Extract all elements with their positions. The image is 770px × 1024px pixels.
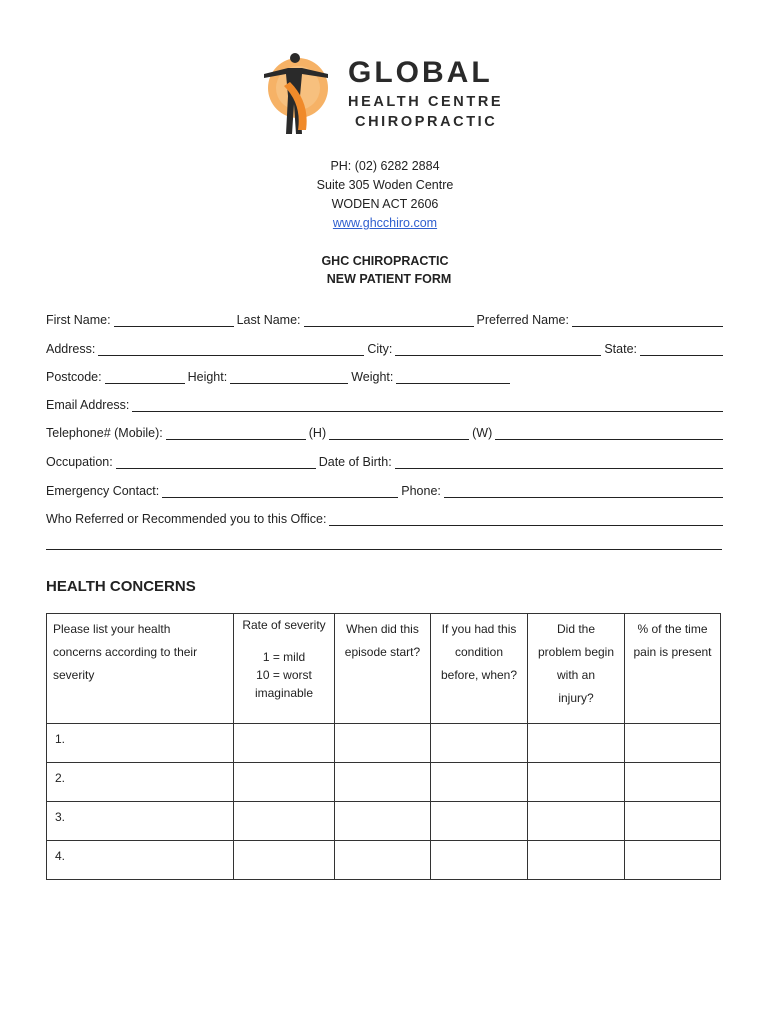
emergency-contact-field[interactable] xyxy=(162,483,398,498)
emergency-phone-label: Phone: xyxy=(401,484,441,498)
first-name-field[interactable] xyxy=(114,312,234,327)
header-injury-line: problem begin xyxy=(537,645,615,659)
header-concerns-line: severity xyxy=(53,668,95,682)
state-label: State: xyxy=(604,342,638,356)
severity-cell[interactable] xyxy=(234,841,335,880)
height-label: Height: xyxy=(187,370,228,384)
address-line-1: Suite 305 Woden Centre xyxy=(316,178,454,192)
mobile-label: Telephone# (Mobile): xyxy=(46,426,163,440)
preferred-name-field[interactable] xyxy=(572,312,723,327)
emergency-contact-label: Emergency Contact: xyxy=(46,484,160,498)
form-title-line-1: GHC CHIROPRACTIC xyxy=(321,254,449,268)
header-severity-line: imaginable xyxy=(254,686,314,700)
referred-continuation-line[interactable] xyxy=(46,549,722,550)
first-name-label: First Name: xyxy=(46,313,111,327)
health-concerns-heading: HEALTH CONCERNS xyxy=(46,578,196,595)
weight-field[interactable] xyxy=(396,369,510,384)
header-when-line: episode start? xyxy=(344,645,421,659)
table-row xyxy=(47,802,721,841)
header-before-line: condition xyxy=(454,645,504,659)
table-row xyxy=(47,724,721,763)
before-cell[interactable] xyxy=(431,841,528,880)
when-cell[interactable] xyxy=(335,841,431,880)
work-phone-field[interactable] xyxy=(495,425,723,440)
when-cell[interactable] xyxy=(335,802,431,841)
email-label: Email Address: xyxy=(46,398,130,412)
logo-chiropractic-text: CHIROPRACTIC xyxy=(355,114,498,130)
row-number[interactable]: 1. xyxy=(47,724,234,763)
last-name-label: Last Name: xyxy=(236,313,301,327)
email-row xyxy=(46,394,726,412)
percent-cell[interactable] xyxy=(625,763,721,802)
row-number[interactable]: 4. xyxy=(47,841,234,880)
table-header-row xyxy=(47,614,721,724)
header-before xyxy=(431,614,528,724)
header-injury-line: injury? xyxy=(558,691,594,705)
figure-with-orange-circle-logo xyxy=(262,44,342,140)
address-field[interactable] xyxy=(98,341,364,356)
clinic-logo xyxy=(262,44,512,140)
header-percent-line: % of the time xyxy=(637,622,708,636)
emergency-phone-field[interactable] xyxy=(444,483,723,498)
occupation-field[interactable] xyxy=(116,454,316,469)
table-row xyxy=(47,763,721,802)
dob-label: Date of Birth: xyxy=(318,455,392,469)
referred-field[interactable] xyxy=(329,511,723,526)
row-number[interactable]: 2. xyxy=(47,763,234,802)
header-severity xyxy=(234,614,335,724)
health-concerns-table xyxy=(46,613,721,880)
form-title xyxy=(0,252,770,288)
injury-cell[interactable] xyxy=(528,802,625,841)
before-cell[interactable] xyxy=(431,802,528,841)
occupation-row xyxy=(46,451,726,469)
before-cell[interactable] xyxy=(431,763,528,802)
form-title-line-2: NEW PATIENT FORM xyxy=(326,272,452,286)
occupation-label: Occupation: xyxy=(46,455,113,469)
work-phone-label: (W) xyxy=(472,426,493,440)
home-phone-label: (H) xyxy=(308,426,327,440)
header-when xyxy=(335,614,431,724)
header-before-line: before, when? xyxy=(440,668,518,682)
weight-label: Weight: xyxy=(351,370,394,384)
referred-row xyxy=(46,508,726,526)
city-field[interactable] xyxy=(395,341,601,356)
severity-cell[interactable] xyxy=(234,724,335,763)
header-severity-title: Rate of severity xyxy=(242,618,326,632)
postcode-field[interactable] xyxy=(105,369,185,384)
header-injury xyxy=(528,614,625,724)
contact-info xyxy=(0,157,770,233)
row-number[interactable]: 3. xyxy=(47,802,234,841)
when-cell[interactable] xyxy=(335,763,431,802)
referred-label: Who Referred or Recommended you to this Office: xyxy=(46,512,327,526)
state-field[interactable] xyxy=(640,341,723,356)
header-injury-line: with an xyxy=(556,668,596,682)
header-severity-line: 1 = mild xyxy=(262,650,306,664)
severity-cell[interactable] xyxy=(234,802,335,841)
header-when-line: When did this xyxy=(346,622,419,636)
email-field[interactable] xyxy=(132,397,723,412)
percent-cell[interactable] xyxy=(625,802,721,841)
percent-cell[interactable] xyxy=(625,724,721,763)
header-concerns-line: Please list your health xyxy=(53,622,171,636)
mobile-field[interactable] xyxy=(166,425,306,440)
telephone-row xyxy=(46,422,726,440)
header-percent-line: pain is present xyxy=(633,645,712,659)
logo-global-text: GLOBAL xyxy=(348,56,493,89)
percent-cell[interactable] xyxy=(625,841,721,880)
height-field[interactable] xyxy=(230,369,348,384)
address-label: Address: xyxy=(46,342,96,356)
name-row xyxy=(46,309,726,327)
preferred-name-label: Preferred Name: xyxy=(476,313,569,327)
home-phone-field[interactable] xyxy=(329,425,469,440)
header-injury-line: Did the xyxy=(556,622,596,636)
logo-health-centre-text: HEALTH CENTRE xyxy=(348,94,504,110)
emergency-row xyxy=(46,480,726,498)
injury-cell[interactable] xyxy=(528,841,625,880)
header-before-line: If you had this xyxy=(441,622,517,636)
phone-number: PH: (02) 6282 2884 xyxy=(330,159,440,173)
header-concerns xyxy=(47,614,234,724)
injury-cell[interactable] xyxy=(528,724,625,763)
postcode-row xyxy=(46,366,726,384)
postcode-label: Postcode: xyxy=(46,370,102,384)
header-severity-line: 10 = worst xyxy=(256,668,312,682)
header-concerns-line: concerns according to their xyxy=(53,645,198,659)
dob-field[interactable] xyxy=(395,454,723,469)
address-row xyxy=(46,338,726,356)
header-percent xyxy=(625,614,721,724)
when-cell[interactable] xyxy=(335,724,431,763)
last-name-field[interactable] xyxy=(304,312,474,327)
before-cell[interactable] xyxy=(431,724,528,763)
table-row xyxy=(47,841,721,880)
city-label: City: xyxy=(367,342,393,356)
injury-cell[interactable] xyxy=(528,763,625,802)
address-line-2: WODEN ACT 2606 xyxy=(331,197,439,211)
website-link[interactable]: www.ghcchiro.com xyxy=(332,216,438,230)
severity-cell[interactable] xyxy=(234,763,335,802)
